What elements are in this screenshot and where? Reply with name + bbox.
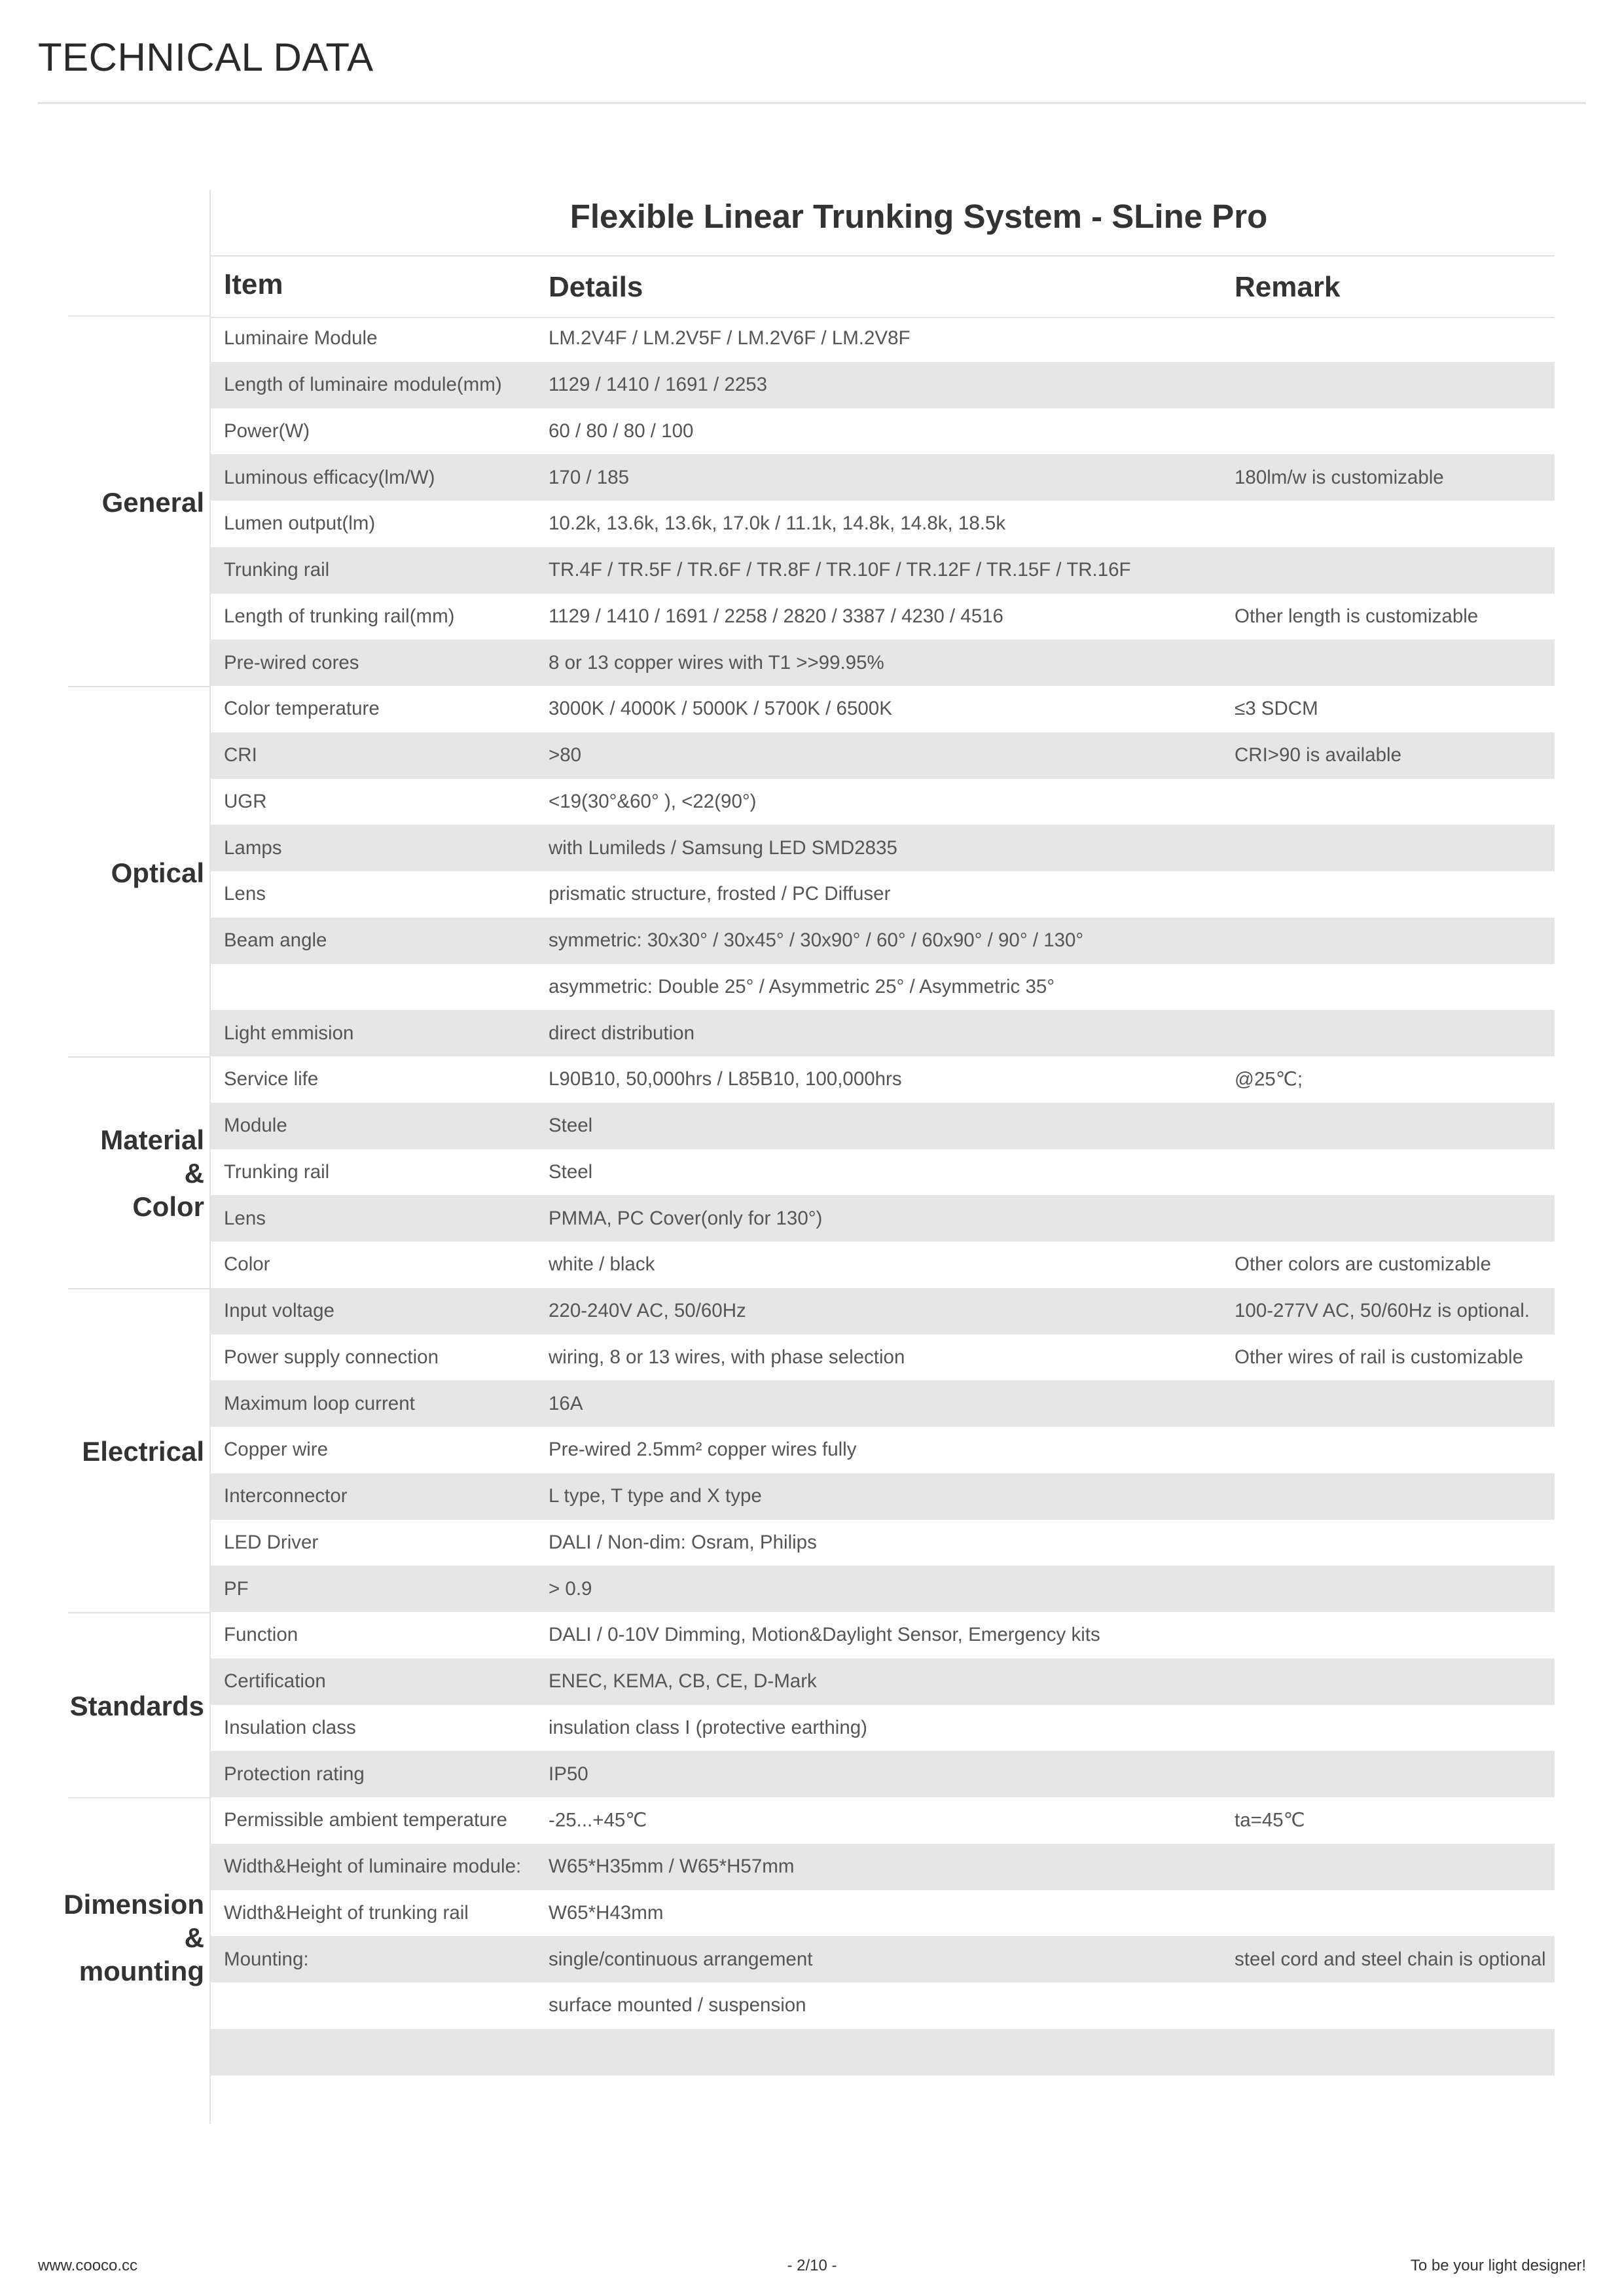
table-row (211, 1566, 1555, 1612)
cell-item: Certification (224, 1670, 326, 1693)
table-row (211, 594, 1555, 640)
footer-page-number: - 2/10 - (787, 2257, 837, 2274)
cell-details: insulation class I (protective earthing) (549, 1716, 867, 1738)
table-row (211, 1705, 1555, 1751)
cell-details: PMMA, PC Cover(only for 130°) (549, 1207, 823, 1229)
cell-item: Beam angle (224, 929, 327, 952)
cell-details: W65*H43mm (549, 1901, 664, 1924)
cell-item: Length of trunking rail(mm) (224, 605, 455, 627)
cell-details: TR.4F / TR.5F / TR.6F / TR.8F / TR.10F / TR.12F / TR.15F / TR.16F (549, 559, 1131, 581)
cell-item: Interconnector (224, 1485, 348, 1507)
cell-item: Service life (224, 1068, 319, 1090)
cell-details: 1129 / 1410 / 1691 / 2258 / 2820 / 3387 / 4230 / 4516 (549, 605, 1003, 627)
cell-details: -25...+45℃ (549, 1809, 647, 1831)
cell-details: direct distribution (549, 1022, 695, 1044)
cell-item: Light emmision (224, 1022, 354, 1044)
cell-details: prismatic structure, frosted / PC Diffuser (549, 883, 891, 905)
section-group (68, 686, 209, 1058)
cell-details: 60 / 80 / 80 / 100 (549, 420, 694, 442)
cell-details: white / black (549, 1253, 655, 1276)
cell-details: 10.2k, 13.6k, 13.6k, 17.0k / 11.1k, 14.8k, 14.8k, 18.5k (549, 512, 1006, 535)
table-row (211, 825, 1555, 871)
table-row (211, 1751, 1555, 1797)
table-row (211, 1936, 1555, 1982)
section-label: Optical (111, 857, 204, 888)
cell-remark: Other colors are customizable (1235, 1253, 1491, 1276)
table-row (211, 547, 1555, 594)
table-row (211, 732, 1555, 779)
table-row (211, 1149, 1555, 1196)
cell-item: Copper wire (224, 1439, 329, 1461)
table-row (211, 964, 1555, 1011)
cell-item: LED Driver (224, 1531, 319, 1553)
cell-item: Lumen output(lm) (224, 512, 376, 535)
cell-item: Module (224, 1115, 287, 1137)
cell-details: >80 (549, 744, 582, 766)
cell-item: Lens (224, 1207, 266, 1229)
cell-remark: CRI>90 is available (1235, 744, 1401, 766)
table-row (211, 1195, 1555, 1242)
section-group (68, 1288, 209, 1613)
section-label: Material & Color (100, 1124, 204, 1223)
cell-item: Power supply connection (224, 1346, 439, 1368)
cell-details: 3000K / 4000K / 5000K / 5700K / 6500K (549, 698, 892, 720)
cell-item: Pre-wired cores (224, 651, 359, 673)
cell-details: L90B10, 50,000hrs / L85B10, 100,000hrs (549, 1068, 902, 1090)
table-row (211, 1982, 1555, 2029)
document-title: Flexible Linear Trunking System - SLine Pro (569, 197, 1268, 235)
table-row (211, 686, 1555, 732)
table-row (211, 1473, 1555, 1520)
section-group (63, 1797, 209, 2077)
table-row (211, 501, 1555, 547)
cell-details: Steel (549, 1115, 593, 1137)
cell-details: Pre-wired 2.5mm² copper wires fully (549, 1439, 857, 1461)
spec-table-body (211, 315, 1555, 2075)
cell-item: Permissible ambient temperature (224, 1809, 507, 1831)
cell-details: single/continuous arrangement (549, 1948, 813, 1970)
cell-item: Width&Height of luminaire module: (224, 1856, 522, 1878)
table-row (211, 1797, 1555, 1844)
table-row (211, 1335, 1555, 1381)
cell-remark: ≤3 SDCM (1235, 698, 1318, 720)
section-label: Electrical (82, 1435, 204, 1467)
cell-item: Length of luminaire module(mm) (224, 374, 502, 396)
footer-website: www.cooco.cc (38, 2257, 138, 2274)
cell-item: Trunking rail (224, 559, 330, 581)
section-label: Dimension & mounting (63, 1888, 204, 1986)
table-row (211, 1242, 1555, 1288)
cell-details: with Lumileds / Samsung LED SMD2835 (549, 836, 897, 859)
cell-details: asymmetric: Double 25° / Asymmetric 25° / Asymmetric 35° (549, 975, 1055, 997)
cell-details: LM.2V4F / LM.2V5F / LM.2V6F / LM.2V8F (549, 327, 911, 350)
cell-item: Input voltage (224, 1300, 334, 1322)
cell-remark: Other length is customizable (1235, 605, 1479, 627)
cell-details: Steel (549, 1160, 593, 1183)
cell-item: Power(W) (224, 420, 310, 442)
page-footer (38, 2257, 1586, 2283)
table-row (211, 1380, 1555, 1427)
cell-remark: ta=45℃ (1235, 1809, 1305, 1831)
section-label: Standards (69, 1691, 204, 1721)
cell-details: surface mounted / suspension (549, 1994, 806, 2017)
cell-remark: @25℃; (1235, 1068, 1303, 1090)
table-row (211, 1056, 1555, 1103)
table-row (211, 1427, 1555, 1473)
cell-details: 170 / 185 (549, 466, 630, 488)
cell-item: Protection rating (224, 1763, 365, 1785)
cell-remark: 180lm/w is customizable (1235, 466, 1444, 488)
table-row (211, 1890, 1555, 1937)
cell-details: > 0.9 (549, 1577, 592, 1600)
table-row (211, 639, 1555, 686)
cell-details: W65*H35mm / W65*H57mm (549, 1856, 795, 1878)
cell-details: DALI / 0-10V Dimming, Motion&Daylight Sensor, Emergency kits (549, 1624, 1100, 1646)
cell-item: Maximum loop current (224, 1392, 415, 1414)
table-row (211, 1288, 1555, 1335)
cell-details: 8 or 13 copper wires with T1 >>99.95% (549, 651, 884, 673)
cell-item: Function (224, 1624, 298, 1646)
cell-item: Lens (224, 883, 266, 905)
table-row (211, 871, 1555, 918)
cell-remark: 100-277V AC, 50/60Hz is optional. (1235, 1300, 1530, 1322)
cell-item: Color temperature (224, 698, 380, 720)
table-header (211, 255, 1555, 318)
table-row (211, 2029, 1555, 2075)
cell-item: Luminaire Module (224, 327, 378, 350)
cell-item: Width&Height of trunking rail (224, 1901, 469, 1924)
table-row (211, 1844, 1555, 1890)
table-row (211, 779, 1555, 825)
cell-item: Color (224, 1253, 270, 1276)
cell-item: Mounting: (224, 1948, 309, 1970)
table-row (211, 315, 1555, 362)
cell-details: DALI / Non-dim: Osram, Philips (549, 1531, 817, 1553)
cell-details: 1129 / 1410 / 1691 / 2253 (549, 374, 768, 396)
table-row (211, 1659, 1555, 1705)
cell-details: 220-240V AC, 50/60Hz (549, 1300, 746, 1322)
column-header-remark: Remark (1235, 271, 1341, 303)
cell-details: <19(30°&60° ), <22(90°) (549, 790, 757, 812)
cell-item: Lamps (224, 836, 282, 859)
cell-details: wiring, 8 or 13 wires, with phase selection (549, 1346, 905, 1368)
footer-slogan: To be your light designer! (1410, 2257, 1586, 2274)
table-row (211, 918, 1555, 964)
cell-details: L type, T type and X type (549, 1485, 762, 1507)
column-header-item: Item (224, 268, 283, 300)
section-group (68, 1612, 209, 1799)
page-header (38, 34, 1586, 104)
cell-item: Trunking rail (224, 1160, 330, 1183)
cell-item: CRI (224, 744, 257, 766)
table-row (211, 1103, 1555, 1149)
section-group (68, 1056, 209, 1289)
document-title-block (211, 177, 1624, 255)
column-header-details: Details (549, 271, 643, 303)
cell-details: symmetric: 30x30° / 30x45° / 30x90° / 60° / 60x90° / 90° / 130° (549, 929, 1084, 952)
cell-item: Luminous efficacy(lm/W) (224, 466, 435, 488)
cell-item: Insulation class (224, 1716, 356, 1738)
cell-details: 16A (549, 1392, 583, 1414)
cell-details: IP50 (549, 1763, 588, 1785)
table-row (211, 1520, 1555, 1566)
table-row (211, 362, 1555, 408)
cell-details: ENEC, KEMA, CB, CE, D-Mark (549, 1670, 817, 1693)
cell-remark: steel cord and steel chain is optional (1235, 1948, 1546, 1970)
section-label: General (101, 486, 204, 518)
page-title: TECHNICAL DATA (38, 35, 374, 79)
section-group (68, 315, 209, 687)
cell-item: UGR (224, 790, 267, 812)
table-row (211, 1612, 1555, 1659)
table-row (211, 454, 1555, 501)
table-row (211, 1010, 1555, 1056)
cell-item: PF (224, 1577, 249, 1600)
table-row (211, 408, 1555, 455)
cell-remark: Other wires of rail is customizable (1235, 1346, 1524, 1368)
